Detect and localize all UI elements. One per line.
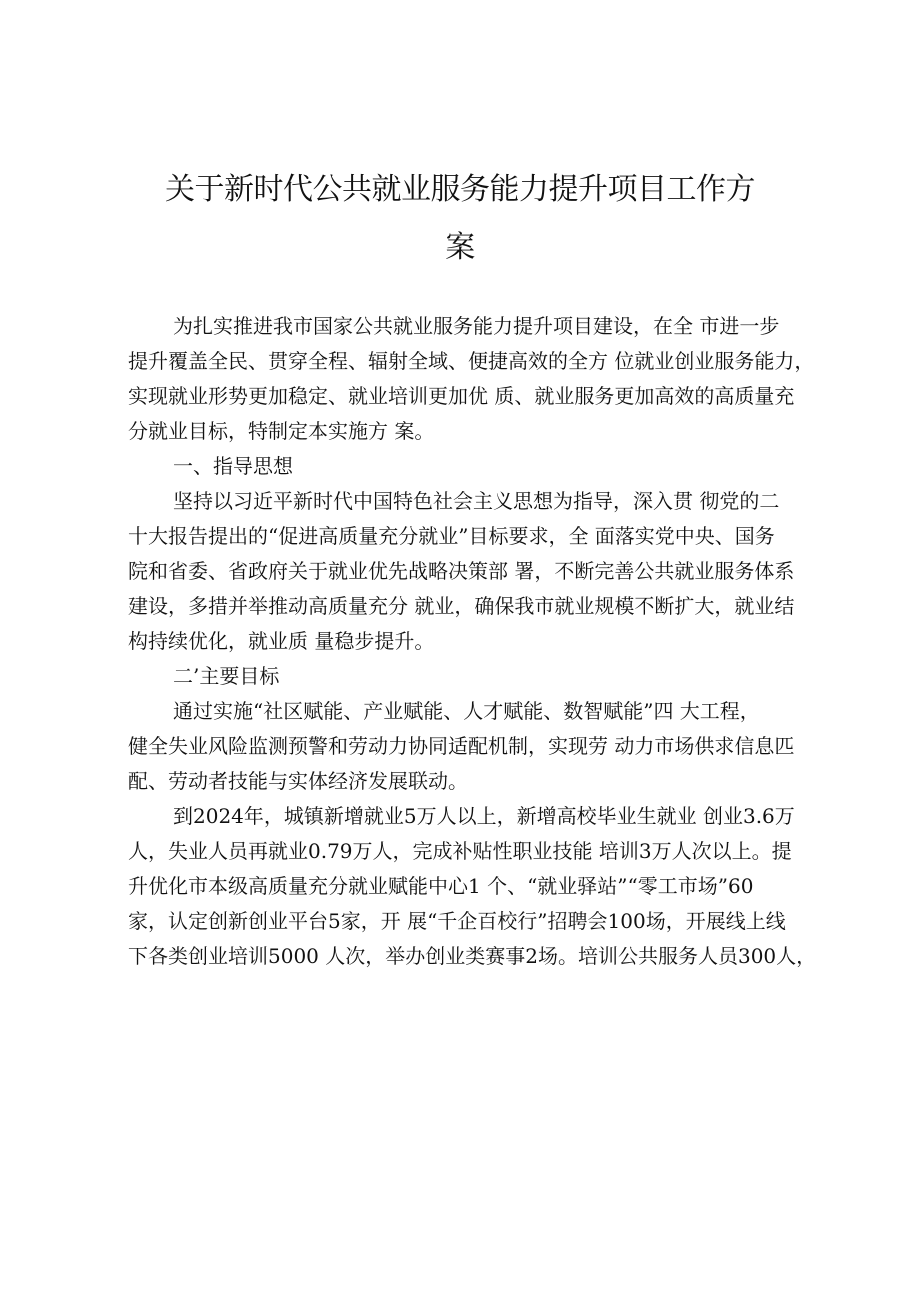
text-line: 家，认定创新创业平台5家，开 展“千企百校行”招聘会100场，开展线上线 xyxy=(128,909,786,933)
title-line: 关于新时代公共就业服务能力提升项目工作方 xyxy=(165,172,755,207)
text-line: 为扎实推进我市国家公共就业服务能力提升项目建设，在全 市进一步 xyxy=(173,314,780,338)
text-line: 分就业目标，特制定本实施方 案。 xyxy=(128,419,435,443)
text-line: 建设，多措并举推动高质量充分 就业，确保我市就业规模不断扩大，就业结 xyxy=(128,594,795,618)
text-line: 实现就业形势更加稳定、就业培训更加优 质、就业服务更加高效的高质量充 xyxy=(128,384,795,408)
text-line: 人，失业人员再就业0.79万人，完成补贴性职业技能 培训3万人次以上。提 xyxy=(128,839,792,863)
text-line: 提升覆盖全民、贯穿全程、辐射全域、便捷高效的全方 位就业创业服务能力， xyxy=(128,349,815,373)
text-line: 健全失业风险监测预警和劳动力协同适配机制，实现劳 动力市场供求信息匹 xyxy=(128,734,795,758)
section-heading-guiding-thought xyxy=(128,449,800,484)
section-heading-main-goals xyxy=(128,659,800,694)
text-line: 配、劳动者技能与实体经济发展联动。 xyxy=(128,769,468,793)
section-heading: 一、指导思想 xyxy=(173,454,293,478)
text-line: 通过实施“社区赋能、产业赋能、人才赋能、数智赋能”四 大工程， xyxy=(173,699,760,723)
text-line: 升优化市本级高质量充分就业赋能中心1 个、“就业驿站”“零工市场”60 xyxy=(128,874,754,898)
text-line: 构持续优化，就业质 量稳步提升。 xyxy=(128,629,435,653)
guiding-thought-paragraph xyxy=(128,484,800,659)
section-heading: 二’主要目标 xyxy=(173,664,280,688)
intro-paragraph xyxy=(128,309,815,449)
text-line: 到2024年，城镇新增就业5万人以上，新增高校毕业生就业 创业3.6万 xyxy=(173,804,795,828)
text-line: 坚持以习近平新时代中国特色社会主义思想为指导，深入贯 彻党的二 xyxy=(173,489,780,513)
text-line: 下各类创业培训5000 人次，举办创业类赛事2场。培训公共服务人员300人， xyxy=(128,944,817,968)
text-line: 院和省委、省政府关于就业优先战略决策部 署，不断完善公共就业服务体系 xyxy=(128,559,795,583)
title-line: 案 xyxy=(445,230,475,265)
document-body xyxy=(128,309,817,974)
main-goals-paragraph-2 xyxy=(128,799,817,974)
main-goals-paragraph-1 xyxy=(128,694,800,799)
document-title xyxy=(120,161,800,277)
text-line: 十大报告提出的“促进高质量充分就业”目标要求，全 面落实党中央、国务 xyxy=(128,524,775,548)
